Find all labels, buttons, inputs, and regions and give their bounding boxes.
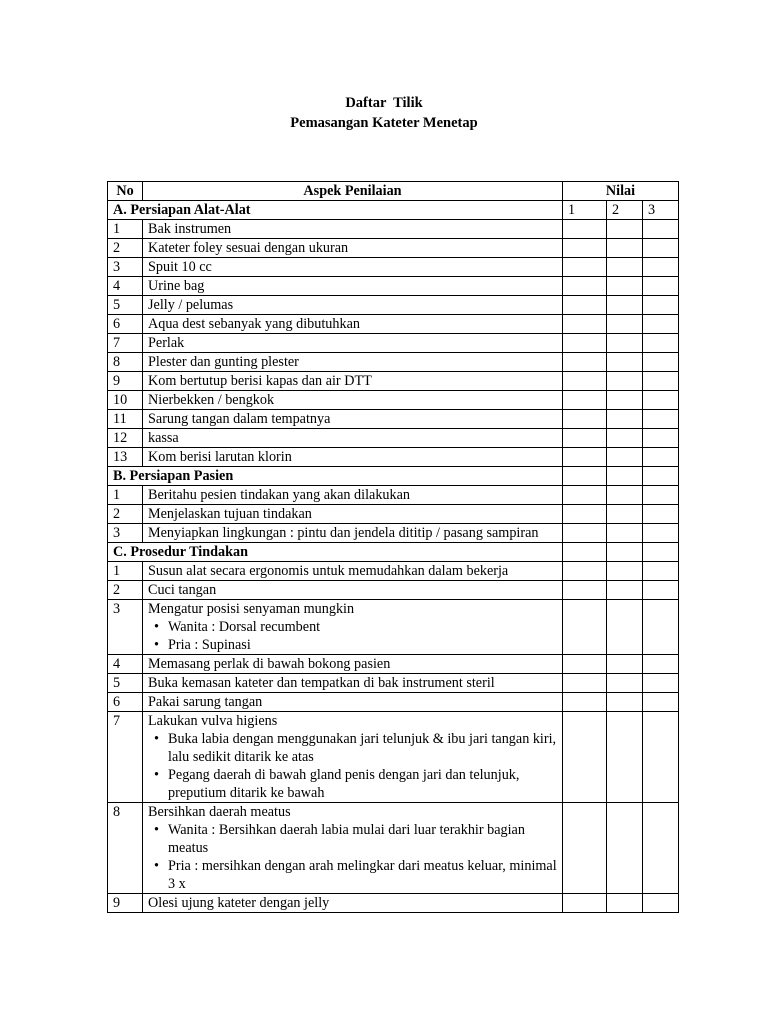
row-number: 11 <box>108 410 143 429</box>
score-cell[interactable] <box>563 296 607 315</box>
score-cell[interactable] <box>563 372 607 391</box>
score-cell[interactable] <box>643 410 679 429</box>
row-number: 1 <box>108 486 143 505</box>
score-cell[interactable] <box>607 277 643 296</box>
score-cell[interactable] <box>563 693 607 712</box>
score-cell[interactable] <box>643 894 679 913</box>
row-number: 6 <box>108 693 143 712</box>
score-cell[interactable] <box>607 315 643 334</box>
row-aspect <box>143 803 563 894</box>
score-cell[interactable] <box>607 524 643 543</box>
row-aspect-text: Urine bag <box>148 278 205 294</box>
row-aspect <box>143 712 563 803</box>
score-cell[interactable] <box>563 391 607 410</box>
row-number: 12 <box>108 429 143 448</box>
score-cell[interactable] <box>607 803 643 894</box>
row-aspect <box>143 581 563 600</box>
row-aspect-text: Susun alat secara ergonomis untuk memudahkan dalam bekerja <box>148 563 509 579</box>
section-title: C. Prosedur Tindakan <box>108 543 563 562</box>
score-cell[interactable] <box>607 429 643 448</box>
score-cell[interactable] <box>607 486 643 505</box>
table-header-row <box>108 182 679 201</box>
row-aspect <box>143 693 563 712</box>
row-number: 10 <box>108 391 143 410</box>
score-cell[interactable] <box>643 543 679 562</box>
row-aspect <box>143 655 563 674</box>
table-row <box>108 277 679 296</box>
score-cell[interactable] <box>563 334 607 353</box>
table-row <box>108 220 679 239</box>
table-body <box>108 201 679 913</box>
score-cell[interactable] <box>563 674 607 693</box>
table-row <box>108 505 679 524</box>
row-aspect <box>143 562 563 581</box>
score-cell[interactable] <box>607 543 643 562</box>
table-row <box>108 674 679 693</box>
row-number: 9 <box>108 372 143 391</box>
bullet-item: • Wanita : Dorsal recumbent <box>168 618 562 636</box>
row-aspect <box>143 894 563 913</box>
document-title: Daftar Tilik <box>345 95 423 111</box>
score-cell[interactable] <box>607 894 643 913</box>
header-aspek: Aspek Penilaian <box>143 182 563 201</box>
score-cell[interactable] <box>643 505 679 524</box>
score-cell[interactable] <box>563 486 607 505</box>
table-row <box>108 655 679 674</box>
score-cell[interactable] <box>643 296 679 315</box>
row-number: 1 <box>108 220 143 239</box>
score-cell[interactable] <box>563 581 607 600</box>
score-cell[interactable] <box>607 655 643 674</box>
bullet-item: • Wanita : Bersihkan daerah labia mulai dari luar terakhir bagian meatus <box>168 821 562 857</box>
score-cell[interactable] <box>643 239 679 258</box>
row-number: 5 <box>108 674 143 693</box>
score-cell[interactable] <box>563 429 607 448</box>
score-cell[interactable] <box>563 505 607 524</box>
score-cell[interactable] <box>563 467 607 486</box>
score-header-1: 1 <box>563 201 607 220</box>
row-aspect <box>143 391 563 410</box>
row-aspect-text: Cuci tangan <box>148 582 217 598</box>
score-cell[interactable] <box>607 448 643 467</box>
row-aspect-text: Mengatur posisi senyaman mungkin <box>148 601 355 617</box>
score-cell[interactable] <box>643 524 679 543</box>
score-cell[interactable] <box>563 655 607 674</box>
row-number: 4 <box>108 277 143 296</box>
score-cell[interactable] <box>643 803 679 894</box>
table-row <box>108 258 679 277</box>
section-title: A. Persiapan Alat-Alat <box>108 201 563 220</box>
header-nilai: Nilai <box>563 182 679 201</box>
score-cell[interactable] <box>643 372 679 391</box>
score-cell[interactable] <box>563 239 607 258</box>
table-row <box>108 803 679 894</box>
table-row <box>108 372 679 391</box>
row-aspect-text: Bak instrumen <box>148 221 232 237</box>
row-aspect-text: Olesi ujung kateter dengan jelly <box>148 895 330 911</box>
table-row <box>108 894 679 913</box>
row-aspect-text: Jelly / pelumas <box>148 297 234 313</box>
score-cell[interactable] <box>607 220 643 239</box>
table-row <box>108 353 679 372</box>
row-aspect-text: Sarung tangan dalam tempatnya <box>148 411 331 427</box>
row-aspect <box>143 486 563 505</box>
row-aspect <box>143 334 563 353</box>
score-cell[interactable] <box>643 581 679 600</box>
row-aspect <box>143 258 563 277</box>
row-number: 4 <box>108 655 143 674</box>
row-aspect-text: Spuit 10 cc <box>148 259 212 275</box>
row-aspect-text: Plester dan gunting plester <box>148 354 299 370</box>
bullet-list <box>148 730 562 802</box>
row-aspect-text: Lakukan vulva higiens <box>148 713 278 729</box>
score-header-2: 2 <box>607 201 643 220</box>
score-cell[interactable] <box>643 655 679 674</box>
score-cell[interactable] <box>607 410 643 429</box>
section-row <box>108 201 679 220</box>
row-number: 6 <box>108 315 143 334</box>
row-aspect <box>143 315 563 334</box>
checklist-table <box>107 181 679 913</box>
score-cell[interactable] <box>643 277 679 296</box>
score-cell[interactable] <box>643 486 679 505</box>
row-aspect-text: Menjelaskan tujuan tindakan <box>148 506 312 522</box>
score-cell[interactable] <box>607 239 643 258</box>
section-title: B. Persiapan Pasien <box>108 467 563 486</box>
row-aspect <box>143 353 563 372</box>
table-row <box>108 486 679 505</box>
row-aspect-text: Beritahu pesien tindakan yang akan dilakukan <box>148 487 410 503</box>
row-number: 3 <box>108 524 143 543</box>
table-row <box>108 429 679 448</box>
row-aspect-text: Buka kemasan kateter dan tempatkan di bak instrument steril <box>148 675 495 691</box>
bullet-list <box>148 618 562 654</box>
table-row <box>108 410 679 429</box>
score-header-3: 3 <box>643 201 679 220</box>
score-cell[interactable] <box>643 674 679 693</box>
score-cell[interactable] <box>563 410 607 429</box>
row-number: 2 <box>108 581 143 600</box>
score-cell[interactable] <box>607 693 643 712</box>
score-cell[interactable] <box>607 712 643 803</box>
score-cell[interactable] <box>643 693 679 712</box>
score-cell[interactable] <box>643 391 679 410</box>
table-row <box>108 391 679 410</box>
table-row <box>108 315 679 334</box>
row-aspect-text: kassa <box>148 430 179 446</box>
score-cell[interactable] <box>607 353 643 372</box>
table-row <box>108 562 679 581</box>
score-cell[interactable] <box>563 258 607 277</box>
score-cell[interactable] <box>563 562 607 581</box>
score-cell[interactable] <box>643 429 679 448</box>
row-aspect-text: Bersihkan daerah meatus <box>148 804 291 820</box>
score-cell[interactable] <box>607 600 643 655</box>
table-row <box>108 334 679 353</box>
row-aspect <box>143 239 563 258</box>
score-cell[interactable] <box>563 353 607 372</box>
bullet-item: • Pria : Supinasi <box>168 636 562 654</box>
score-cell[interactable] <box>607 391 643 410</box>
row-number: 3 <box>108 600 143 655</box>
score-cell[interactable] <box>643 467 679 486</box>
score-cell[interactable] <box>607 372 643 391</box>
row-number: 8 <box>108 803 143 894</box>
bullet-item: • Pria : mersihkan dengan arah melingkar dari meatus keluar, minimal 3 x <box>168 857 562 893</box>
score-cell[interactable] <box>563 600 607 655</box>
table-row <box>108 524 679 543</box>
row-number: 13 <box>108 448 143 467</box>
row-aspect <box>143 600 563 655</box>
row-aspect <box>143 448 563 467</box>
table-row <box>108 581 679 600</box>
score-cell[interactable] <box>607 467 643 486</box>
row-aspect <box>143 410 563 429</box>
row-aspect <box>143 674 563 693</box>
row-aspect <box>143 277 563 296</box>
row-aspect <box>143 429 563 448</box>
row-number: 9 <box>108 894 143 913</box>
section-row <box>108 467 679 486</box>
score-cell[interactable] <box>563 524 607 543</box>
table-row <box>108 448 679 467</box>
score-cell[interactable] <box>643 712 679 803</box>
row-aspect-text: Kateter foley sesuai dengan ukuran <box>148 240 349 256</box>
score-cell[interactable] <box>643 600 679 655</box>
row-aspect-text: Nierbekken / bengkok <box>148 392 275 408</box>
score-cell[interactable] <box>563 315 607 334</box>
row-aspect <box>143 372 563 391</box>
row-number: 2 <box>108 505 143 524</box>
score-cell[interactable] <box>643 334 679 353</box>
row-aspect-text: Kom berisi larutan klorin <box>148 449 292 465</box>
score-cell[interactable] <box>607 505 643 524</box>
row-aspect <box>143 296 563 315</box>
score-cell[interactable] <box>563 894 607 913</box>
score-cell[interactable] <box>643 448 679 467</box>
table-row <box>108 712 679 803</box>
row-aspect-text: Menyiapkan lingkungan : pintu dan jendela dititip / pasang sampiran <box>148 525 539 541</box>
bullet-item: • Buka labia dengan menggunakan jari telunjuk & ibu jari tangan kiri, lalu sedikit ditarik ke atas <box>168 730 562 766</box>
row-number: 7 <box>108 712 143 803</box>
score-cell[interactable] <box>563 448 607 467</box>
row-number: 2 <box>108 239 143 258</box>
header-no: No <box>108 182 143 201</box>
row-aspect-text: Aqua dest sebanyak yang dibutuhkan <box>148 316 360 332</box>
score-cell[interactable] <box>607 296 643 315</box>
row-number: 8 <box>108 353 143 372</box>
score-cell[interactable] <box>607 562 643 581</box>
row-aspect <box>143 505 563 524</box>
section-row <box>108 543 679 562</box>
score-cell[interactable] <box>563 712 607 803</box>
row-number: 3 <box>108 258 143 277</box>
row-aspect-text: Pakai sarung tangan <box>148 694 263 710</box>
score-cell[interactable] <box>643 353 679 372</box>
score-cell[interactable] <box>643 315 679 334</box>
row-aspect-text: Perlak <box>148 335 185 351</box>
score-cell[interactable] <box>563 543 607 562</box>
score-cell[interactable] <box>643 562 679 581</box>
bullet-list <box>148 821 562 893</box>
score-cell[interactable] <box>643 258 679 277</box>
score-cell[interactable] <box>607 581 643 600</box>
table-row <box>108 693 679 712</box>
row-number: 1 <box>108 562 143 581</box>
score-cell[interactable] <box>643 220 679 239</box>
table-row <box>108 296 679 315</box>
score-cell[interactable] <box>607 258 643 277</box>
score-cell[interactable] <box>607 674 643 693</box>
row-aspect <box>143 524 563 543</box>
score-cell[interactable] <box>563 277 607 296</box>
row-number: 5 <box>108 296 143 315</box>
row-aspect <box>143 220 563 239</box>
score-cell[interactable] <box>563 220 607 239</box>
table-row <box>108 600 679 655</box>
row-aspect-text: Memasang perlak di bawah bokong pasien <box>148 656 391 672</box>
document-subtitle: Pemasangan Kateter Menetap <box>290 115 478 131</box>
row-number: 7 <box>108 334 143 353</box>
score-cell[interactable] <box>563 803 607 894</box>
score-cell[interactable] <box>607 334 643 353</box>
bullet-item: • Pegang daerah di bawah gland penis dengan jari dan telunjuk, preputium ditarik ke bawah <box>168 766 562 802</box>
table-row <box>108 239 679 258</box>
row-aspect-text: Kom bertutup berisi kapas dan air DTT <box>148 373 372 389</box>
